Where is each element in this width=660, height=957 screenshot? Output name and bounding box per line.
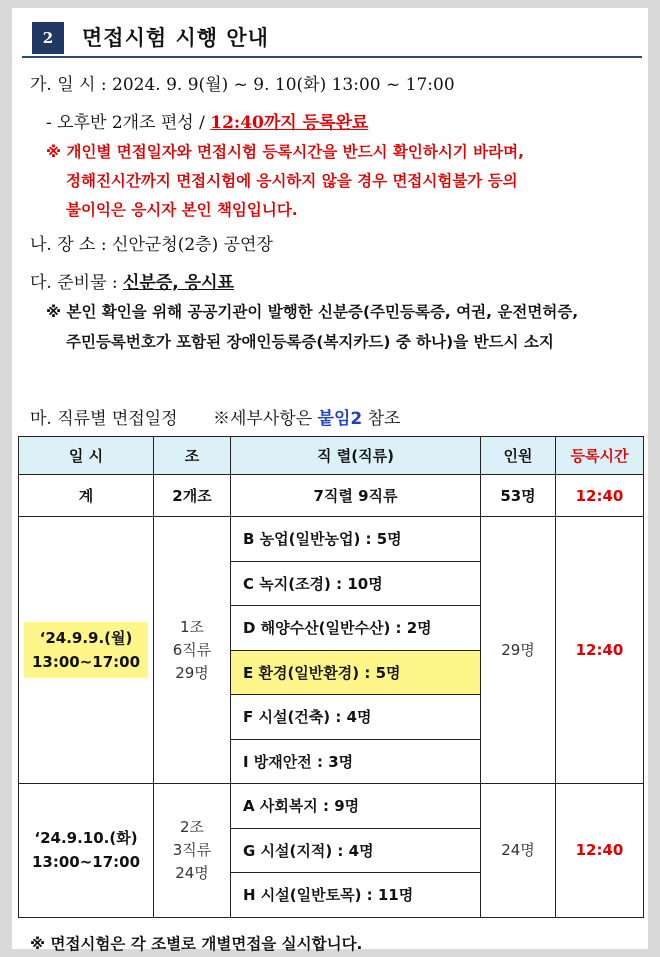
day2-time: 12:40: [556, 784, 644, 918]
day1-time: 12:40: [556, 517, 644, 784]
id-note-line-1: ※ 본인 확인을 위해 공공기관이 발행한 신분증(주민등록증, 여권, 운전면허증,: [46, 303, 579, 321]
day1-date-cell: [19, 517, 154, 784]
footer-note: ※ 면접시험은 각 조별로 개별면접을 실시합니다.: [30, 935, 363, 953]
day2-row: [19, 784, 644, 829]
total-label: 계: [19, 475, 154, 517]
total-row: [19, 475, 644, 517]
registration-deadline: 12:40까지 등록완료: [210, 113, 369, 133]
prepare-line: [30, 268, 234, 293]
day2-people: 24명: [175, 863, 209, 882]
interview-note-suffix: 참조: [362, 409, 401, 429]
prepare-label: 다. 준비물 :: [30, 273, 124, 293]
interview-note-prefix: ※세부사항은: [213, 409, 318, 429]
day1-item-e: E 환경(일반환경) : 5명: [231, 650, 481, 695]
warning-line-2: 정해진시간까지 면접시험에 응시하지 않을 경우 면접시험불가 등의: [66, 172, 518, 190]
place-value: 신안군청(2층) 공연장: [112, 235, 273, 255]
day1-item-f: F 시설(건축) : 4명: [231, 695, 481, 740]
day2-item-a: A 사회복지 : 9명: [231, 784, 481, 829]
day2-date: [32, 829, 140, 871]
day2-time-line: 13:00~17:00: [31, 853, 141, 872]
day1-time-line: 13:00~17:00: [31, 653, 141, 671]
afternoon-text: - 오후반 2개조 편성 /: [46, 113, 211, 133]
section-header: [22, 16, 642, 58]
place-line: [30, 230, 273, 255]
day2-series-count: 3직류: [172, 840, 212, 859]
prepare-value: 신분증, 응시표: [123, 273, 234, 293]
day1-count: 29명: [481, 517, 556, 784]
warning-line-3: 불이익은 응시자 본인 책임입니다.: [66, 201, 298, 219]
total-count: 53명: [481, 475, 556, 517]
section-number: 2: [32, 22, 64, 54]
header-count: 인원: [481, 437, 556, 475]
day2-date-line1: ‘24.9.10.(화): [34, 829, 138, 848]
day1-item-c: C 녹지(조경) : 10명: [231, 561, 481, 606]
attachment-2-link: 붙임2: [317, 409, 363, 429]
day2-item-h: H 시설(일반토목) : 11명: [231, 873, 481, 918]
header-series: 직 렬(직류): [231, 437, 481, 475]
day1-date-line1: ‘24.9.9.(월): [39, 629, 133, 647]
header-datetime: 일 시: [19, 437, 154, 475]
header-group: 조: [154, 437, 231, 475]
day1-item-i: I 방재안전 : 3명: [231, 739, 481, 784]
interview-label: 마. 직류별 면접일정: [30, 409, 178, 429]
day2-item-g: G 시설(지적) : 4명: [231, 828, 481, 873]
day1-item-d: D 해양수산(일반수산) : 2명: [231, 606, 481, 651]
table-header-row: [19, 437, 644, 475]
day1-row: [19, 517, 644, 562]
day2-date-cell: [19, 784, 154, 918]
day1-series-count: 6직류: [172, 640, 212, 659]
day1-date: [24, 622, 148, 678]
day1-group: 1조: [179, 617, 205, 636]
interview-line: [30, 404, 400, 429]
schedule-line: [30, 70, 455, 95]
day1-people: 29명: [175, 663, 209, 682]
total-group: 2개조: [154, 475, 231, 517]
day1-item-b: B 농업(일반농업) : 5명: [231, 517, 481, 562]
afternoon-line: [46, 108, 368, 133]
warning-line-1: ※ 개인별 면접일자와 면접시험 등록시간을 반드시 확인하시기 바라며,: [46, 143, 524, 161]
document-page: [12, 8, 648, 953]
day2-count: 24명: [481, 784, 556, 918]
place-label: 나. 장 소 :: [30, 235, 113, 255]
section-title: 면접시험 시행 안내: [82, 26, 269, 50]
total-series: 7직렬 9직류: [231, 475, 481, 517]
interview-schedule-table: [18, 436, 644, 918]
day2-group-cell: [154, 784, 231, 918]
schedule-label: 가. 일 시 :: [30, 75, 113, 95]
total-time: 12:40: [556, 475, 644, 517]
id-note-line-2: 주민등록번호가 포함된 장애인등록증(복지카드) 중 하나)을 반드시 소지: [66, 333, 554, 351]
day1-group-cell: [154, 517, 231, 784]
header-registration-time: 등록시간: [556, 437, 644, 475]
schedule-value: 2024. 9. 9(월) ~ 9. 10(화) 13:00 ~ 17:00: [112, 75, 455, 95]
day2-group: 2조: [179, 817, 205, 836]
